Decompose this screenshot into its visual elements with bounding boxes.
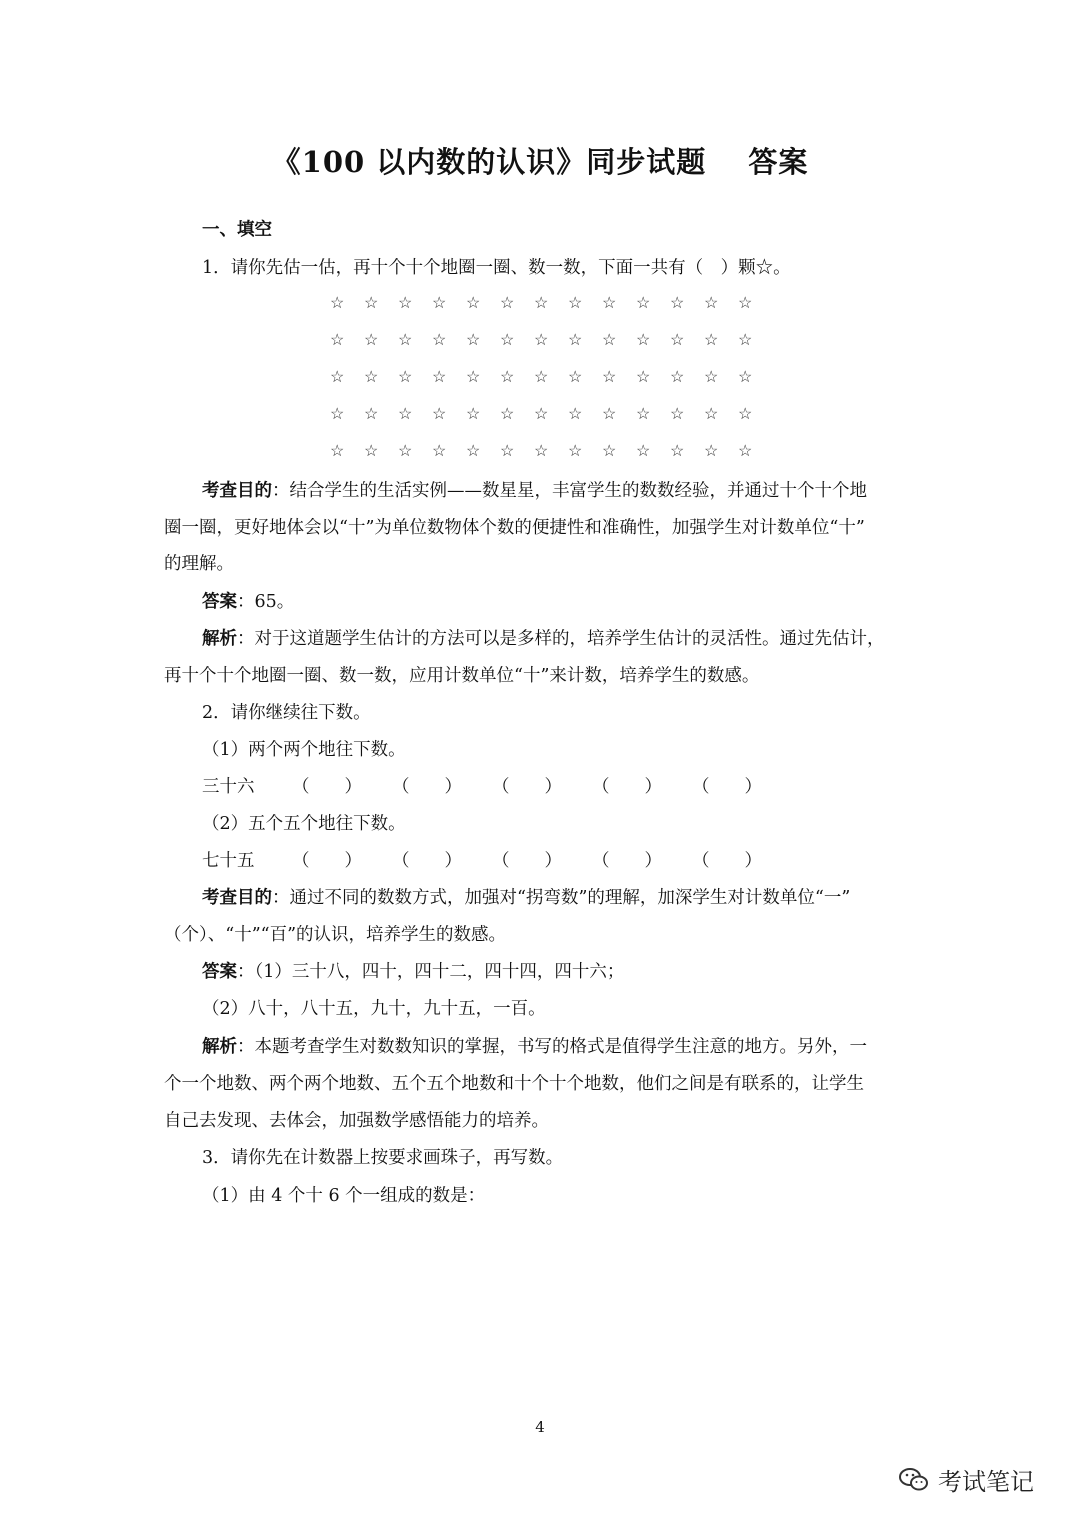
star-icon: ☆ <box>636 293 651 312</box>
star-icon: ☆ <box>432 404 447 423</box>
star-icon: ☆ <box>466 367 481 386</box>
star-icon: ☆ <box>568 404 583 423</box>
q1-purpose-line2: 圈一圈，更好地体会以“十”为单位数物体个数的便捷性和准确性，加强学生对计数单位“十” <box>164 518 865 538</box>
blank-slot: （ ） <box>292 777 362 797</box>
q1-answer-text: ：65。 <box>237 592 295 612</box>
star-icon: ☆ <box>432 330 447 349</box>
star-icon: ☆ <box>534 367 549 386</box>
star-icon: ☆ <box>500 330 515 349</box>
star-icon: ☆ <box>534 441 549 460</box>
blank-slot: （ ） <box>392 851 462 871</box>
q3-text: 3．请你先在计数器上按要求画珠子，再写数。 <box>202 1148 564 1168</box>
q1-analysis-text1: ：对于这道题学生估计的方法可以是多样的，培养学生估计的灵活性。通过先估计， <box>237 629 885 649</box>
q1-analysis-line1 <box>202 627 885 651</box>
star-icon: ☆ <box>330 441 345 460</box>
star-icon: ☆ <box>364 404 379 423</box>
star-row <box>330 404 772 423</box>
star-icon: ☆ <box>602 441 617 460</box>
star-icon: ☆ <box>330 293 345 312</box>
star-icon: ☆ <box>398 293 413 312</box>
q1-analysis-line2: 再十个十个地圈一圈、数一数，应用计数单位“十”来计数，培养学生的数感。 <box>164 666 760 686</box>
q2-start1: 三十六 <box>202 777 255 797</box>
star-icon: ☆ <box>568 293 583 312</box>
blank-slot: （ ） <box>592 851 662 871</box>
star-icon: ☆ <box>432 441 447 460</box>
q2-answer-line2: （2）八十，八十五，九十，九十五，一百。 <box>202 999 546 1019</box>
star-icon: ☆ <box>500 367 515 386</box>
q1-purpose-line1 <box>202 479 867 503</box>
q2-analysis-label: 解析 <box>202 1037 237 1057</box>
star-icon: ☆ <box>466 441 481 460</box>
star-icon: ☆ <box>704 293 719 312</box>
page-number: 4 <box>535 1418 545 1436</box>
star-icon: ☆ <box>602 330 617 349</box>
blank-slot: （ ） <box>692 851 762 871</box>
q1-purpose-line3: 的理解。 <box>164 554 234 574</box>
blank-slot: （ ） <box>492 777 562 797</box>
q2-sub1: （1）两个两个地往下数。 <box>202 740 406 760</box>
star-icon: ☆ <box>670 367 685 386</box>
star-icon: ☆ <box>738 293 753 312</box>
star-icon: ☆ <box>602 293 617 312</box>
q2-sub2: （2）五个五个地往下数。 <box>202 814 406 834</box>
star-icon: ☆ <box>534 404 549 423</box>
q2-purpose-label: 考查目的 <box>202 888 272 908</box>
star-icon: ☆ <box>364 367 379 386</box>
q1-answer <box>202 590 294 614</box>
star-icon: ☆ <box>670 330 685 349</box>
star-icon: ☆ <box>704 330 719 349</box>
q2-purpose-text1: ：通过不同的数数方式，加强对“拐弯数”的理解，加深学生对计数单位“一” <box>272 888 851 908</box>
page-title <box>0 140 1080 181</box>
star-icon: ☆ <box>636 404 651 423</box>
q2-answer-label: 答案 <box>202 962 237 982</box>
star-icon: ☆ <box>738 367 753 386</box>
q2-analysis-line1 <box>202 1035 867 1059</box>
blank-slot: （ ） <box>392 777 462 797</box>
q2-analysis-line2: 个一个地数、两个两个地数、五个五个地数和十个十个地数，他们之间是有联系的，让学生 <box>164 1074 864 1094</box>
star-icon: ☆ <box>330 330 345 349</box>
q1-purpose-label: 考查目的 <box>202 481 272 501</box>
star-row <box>330 330 772 349</box>
star-icon: ☆ <box>466 404 481 423</box>
q1-purpose-text1: ：结合学生的生活实例——数星星，丰富学生的数数经验，并通过十个十个地 <box>272 481 867 501</box>
star-icon: ☆ <box>432 367 447 386</box>
star-icon: ☆ <box>568 367 583 386</box>
star-icon: ☆ <box>330 367 345 386</box>
star-icon: ☆ <box>534 293 549 312</box>
q2-answer-text1: ：（1）三十八，四十，四十二，四十四，四十六； <box>237 962 625 982</box>
star-icon: ☆ <box>398 330 413 349</box>
star-icon: ☆ <box>636 441 651 460</box>
q2-purpose-line1 <box>202 886 850 910</box>
star-row <box>330 293 772 312</box>
star-row <box>330 441 772 460</box>
star-row <box>330 367 772 386</box>
star-icon: ☆ <box>398 367 413 386</box>
q2-row2 <box>202 849 792 873</box>
star-icon: ☆ <box>500 404 515 423</box>
star-icon: ☆ <box>364 441 379 460</box>
star-icon: ☆ <box>670 293 685 312</box>
star-icon: ☆ <box>602 404 617 423</box>
watermark-text: 考试笔记 <box>938 1468 1034 1496</box>
star-icon: ☆ <box>602 367 617 386</box>
wechat-icon <box>898 1466 930 1494</box>
q2-text: 2．请你继续往下数。 <box>202 703 371 723</box>
q1-text: 1．请你先估一估，再十个十个地圈一圈、数一数，下面一共有（ ）颗☆。 <box>202 258 791 278</box>
star-icon: ☆ <box>670 441 685 460</box>
star-icon: ☆ <box>636 330 651 349</box>
star-icon: ☆ <box>670 404 685 423</box>
section-heading: 一、填空 <box>202 220 272 240</box>
star-icon: ☆ <box>704 404 719 423</box>
star-icon: ☆ <box>568 441 583 460</box>
star-icon: ☆ <box>364 293 379 312</box>
star-icon: ☆ <box>738 404 753 423</box>
q1-answer-label: 答案 <box>202 592 237 612</box>
star-icon: ☆ <box>500 441 515 460</box>
star-icon: ☆ <box>738 441 753 460</box>
star-icon: ☆ <box>738 330 753 349</box>
star-icon: ☆ <box>466 293 481 312</box>
watermark <box>898 1462 1034 1497</box>
star-icon: ☆ <box>398 441 413 460</box>
q2-analysis-line3: 自己去发现、去体会，加强数学感悟能力的培养。 <box>164 1111 549 1131</box>
star-icon: ☆ <box>330 404 345 423</box>
star-icon: ☆ <box>466 330 481 349</box>
star-icon: ☆ <box>636 367 651 386</box>
blank-slot: （ ） <box>492 851 562 871</box>
star-icon: ☆ <box>704 441 719 460</box>
star-icon: ☆ <box>534 330 549 349</box>
star-icon: ☆ <box>568 330 583 349</box>
q2-row1 <box>202 775 792 799</box>
q1-analysis-label: 解析 <box>202 629 237 649</box>
star-icon: ☆ <box>500 293 515 312</box>
star-icon: ☆ <box>704 367 719 386</box>
star-icon: ☆ <box>364 330 379 349</box>
blank-slot: （ ） <box>692 777 762 797</box>
blank-slot: （ ） <box>292 851 362 871</box>
q2-start2: 七十五 <box>202 851 255 871</box>
star-icon: ☆ <box>432 293 447 312</box>
q2-answer-line1 <box>202 960 624 984</box>
q2-analysis-text1: ：本题考查学生对数数知识的掌握，书写的格式是值得学生注意的地方。另外，一 <box>237 1037 867 1057</box>
blank-slot: （ ） <box>592 777 662 797</box>
q2-purpose-line2: （个）、“十”“百”的认识，培养学生的数感。 <box>164 925 507 945</box>
q3-sub1: （1）由 4 个十 6 个一组成的数是： <box>202 1186 486 1206</box>
star-icon: ☆ <box>398 404 413 423</box>
title-sub: 答案 <box>748 145 809 179</box>
title-main: 《100 以内数的认识》同步试题 <box>271 145 707 179</box>
